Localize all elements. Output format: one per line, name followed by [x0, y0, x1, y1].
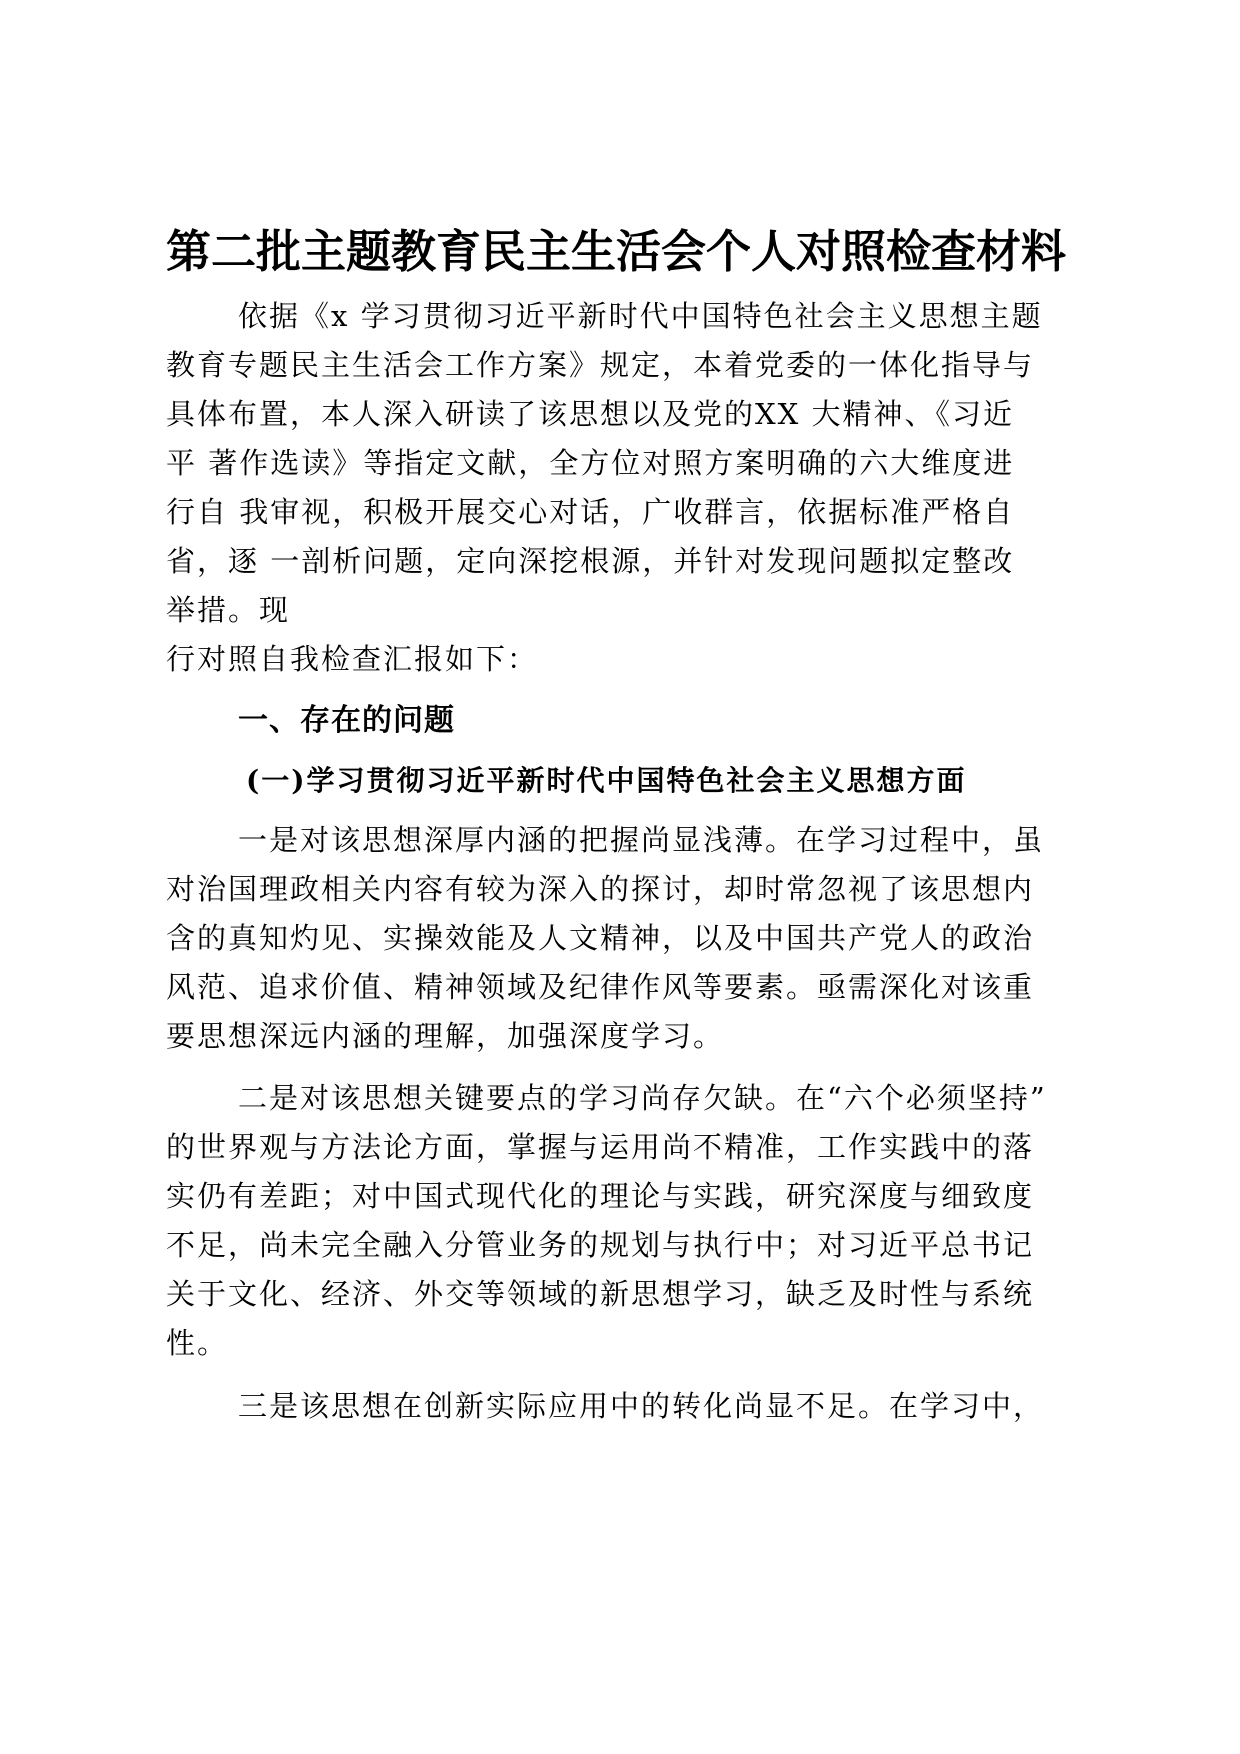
intro-line: 行自 我审视，积极开展交心对话，广收群言，依据标准严格自	[166, 495, 1015, 529]
intro-paragraph	[166, 292, 1086, 684]
intro-line: 教育专题民主生活会工作方案》规定，本着党委的一体化指导与	[166, 348, 1035, 382]
paragraph-line: 风范、追求价值、精神领域及纪律作风等要素。亟需深化对该重	[166, 970, 1035, 1004]
paragraph-line: 含的真知灼见、实操效能及人文精神，以及中国共产党人的政治	[166, 921, 1035, 955]
paragraph-line: 二是对该思想关键要点的学习尚存欠缺。在“六个必须坚持”	[238, 1081, 1047, 1115]
paragraph-line: 关于文化、经济、外交等领域的新思想学习，缺乏及时性与系统	[166, 1277, 1035, 1311]
paragraph-one	[166, 816, 1086, 1061]
paragraph-three	[166, 1382, 1086, 1431]
paragraph-line: 一是对该思想深厚内涵的把握尚显浅薄。在学习过程中，虽	[238, 823, 1045, 857]
paragraph-two	[166, 1074, 1086, 1368]
paragraph-line: 实仍有差距；对中国式现代化的理论与实践，研究深度与细致度	[166, 1179, 1035, 1213]
intro-line: 行对照自我检查汇报如下：	[166, 642, 539, 676]
intro-line: 平 著作选读》等指定文献，全方位对照方案明确的六大维度进	[166, 446, 1015, 480]
paragraph-line: 的世界观与方法论方面，掌握与运用尚不精准，工作实践中的落	[166, 1130, 1035, 1164]
subsection-heading: (一)学习贯彻习近平新时代中国特色社会主义思想方面	[246, 764, 967, 797]
document-title: 第二批主题教育民主生活会个人对照检查材料	[166, 225, 1067, 278]
intro-line: 省，逐 一剖析问题，定向深挖根源，并针对发现问题拟定整改	[166, 544, 1015, 578]
paragraph-line: 对治国理政相关内容有较为深入的探讨，却时常忽视了该思想内	[166, 872, 1035, 906]
intro-line: 依据《x 学习贯彻习近平新时代中国特色社会主义思想主题	[238, 299, 1043, 333]
intro-line: 举措。现	[166, 593, 291, 627]
paragraph-line: 要思想深远内涵的理解，加强深度学习。	[166, 1019, 725, 1053]
paragraph-line: 性。	[166, 1326, 229, 1360]
paragraph-line: 三是该思想在创新实际应用中的转化尚显不足。在学习中，	[238, 1389, 1045, 1423]
paragraph-line: 不足，尚未完全融入分管业务的规划与执行中；对习近平总书记	[166, 1228, 1035, 1262]
intro-line: 具体布置，本人深入研读了该思想以及党的XX 大精神、《习近	[166, 397, 1015, 431]
section-heading: 一、存在的问题	[238, 703, 455, 738]
